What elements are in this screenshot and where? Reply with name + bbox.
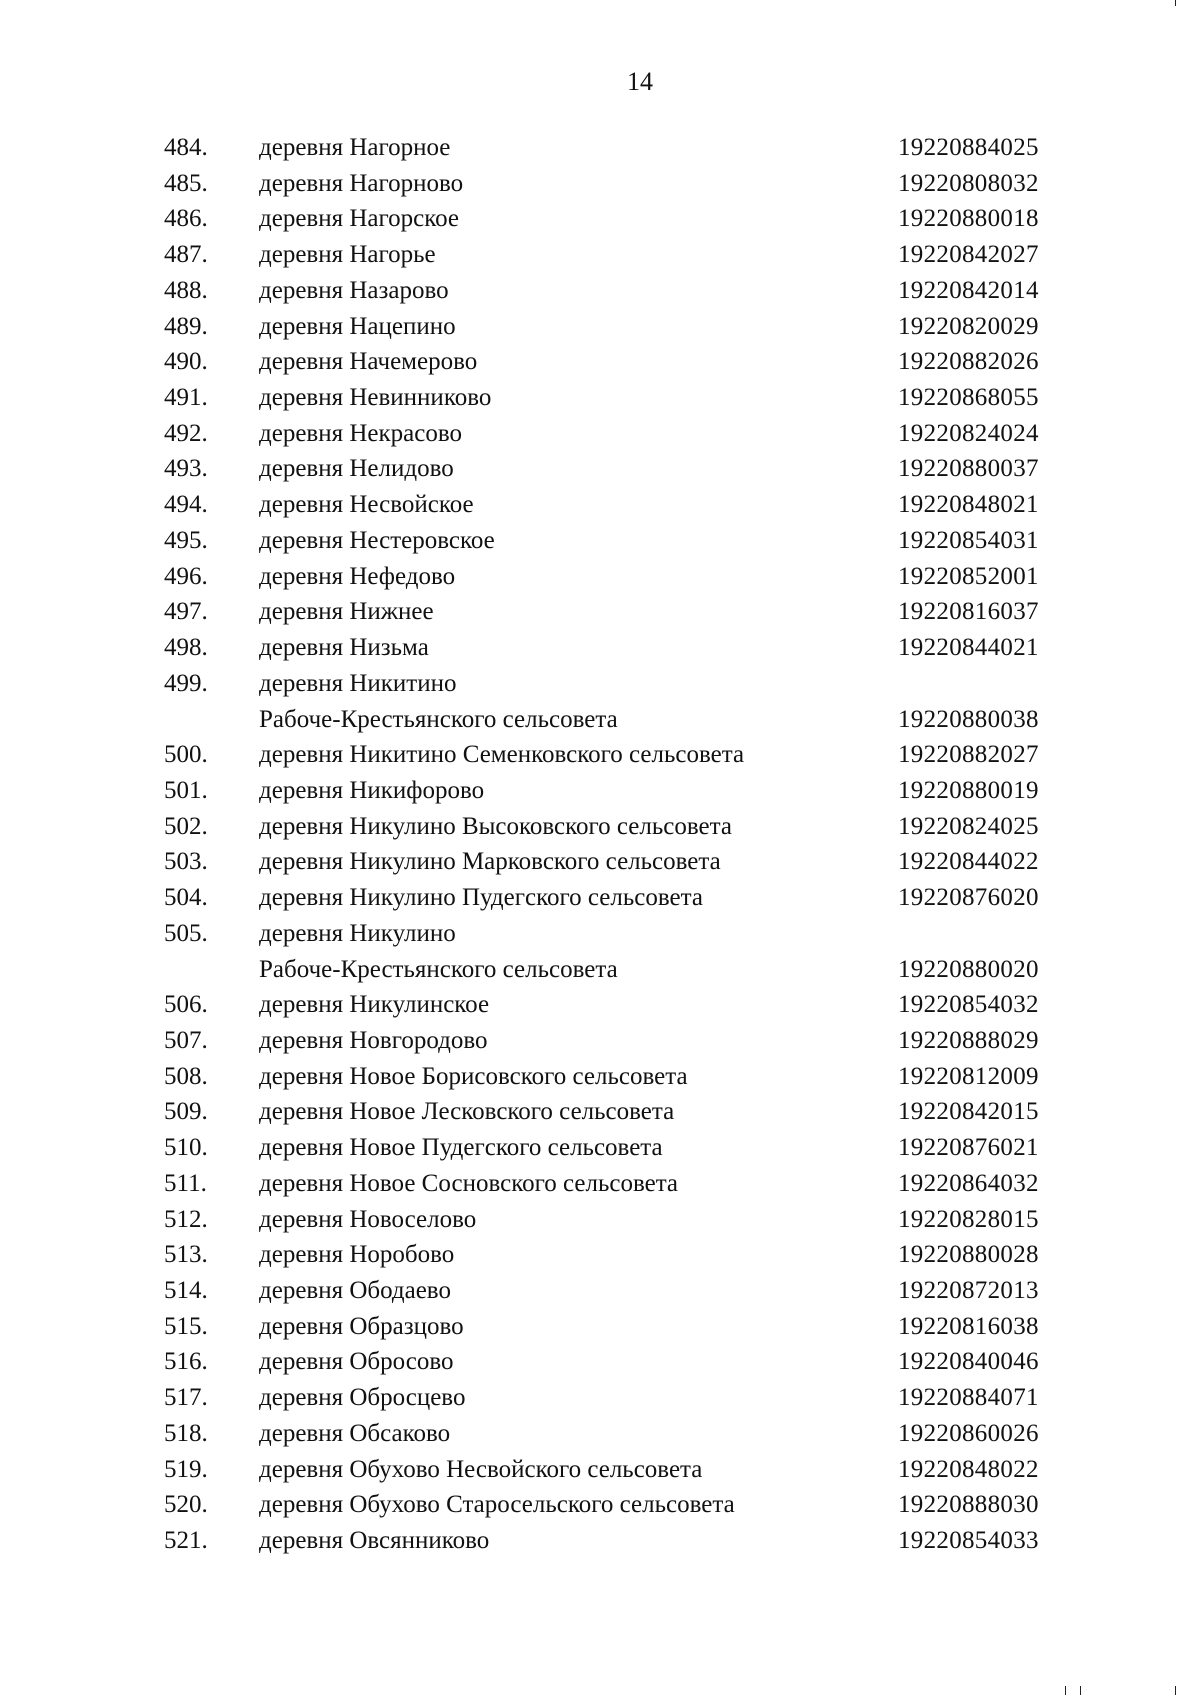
row-number: 516.: [164, 1348, 208, 1376]
settlement-name-line: деревня Нагорново: [259, 169, 464, 197]
settlement-name: [259, 916, 879, 987]
table-row: [0, 987, 1200, 1023]
settlement-name: [259, 309, 879, 345]
oktmo-code: 19220808032: [898, 169, 1039, 197]
oktmo-code: 19220820029: [898, 312, 1039, 340]
table-row: [0, 380, 1200, 416]
settlement-name: [259, 1487, 879, 1523]
table-row: [0, 166, 1200, 202]
settlement-name: [259, 666, 879, 737]
page-number: 14: [627, 67, 653, 96]
oktmo-code: 19220842014: [898, 276, 1039, 304]
table-row: [0, 451, 1200, 487]
scan-mark-bottom-right-3: [1175, 1686, 1176, 1695]
settlement-name-line: деревня Обсаково: [259, 1419, 451, 1447]
table-row: [0, 1166, 1200, 1202]
table-row: [0, 487, 1200, 523]
table-row: [0, 1094, 1200, 1130]
oktmo-code: 19220824024: [898, 419, 1039, 447]
row-number: 497.: [164, 598, 208, 626]
table-row: [0, 237, 1200, 273]
scan-mark-top-right: [1175, 0, 1176, 6]
settlement-name: [259, 844, 879, 880]
row-number: 490.: [164, 348, 208, 376]
table-row: [0, 1344, 1200, 1380]
table-row: [0, 416, 1200, 452]
row-number: 519.: [164, 1455, 208, 1483]
settlement-name-line: деревня Обросово: [259, 1348, 454, 1376]
row-number: 499.: [164, 669, 208, 697]
settlement-name: [259, 523, 879, 559]
table-row: [0, 523, 1200, 559]
oktmo-code: 19220848021: [898, 491, 1039, 519]
table-row: [0, 130, 1200, 166]
oktmo-code: 19220880038: [898, 705, 1039, 733]
row-number: 518.: [164, 1419, 208, 1447]
oktmo-code: 19220842015: [898, 1098, 1039, 1126]
oktmo-code: 19220882027: [898, 741, 1039, 769]
oktmo-code: 19220852001: [898, 562, 1039, 590]
settlement-name: [259, 1523, 879, 1559]
settlement-name-line: деревня Нагорное: [259, 134, 451, 161]
row-number: 506.: [164, 991, 208, 1019]
settlement-name-line: деревня Назарово: [259, 276, 449, 304]
oktmo-code: 19220828015: [898, 1205, 1039, 1233]
row-number: 513.: [164, 1241, 208, 1269]
settlement-name-line: деревня Норобово: [259, 1241, 455, 1269]
settlement-name-line: деревня Нацепино: [259, 312, 456, 340]
table-row: [0, 773, 1200, 809]
row-number: 504.: [164, 884, 208, 912]
settlement-name-line: деревня Никулино Пудегского сельсовета: [259, 884, 703, 912]
oktmo-code: 19220876021: [898, 1134, 1039, 1162]
row-number: 488.: [164, 276, 208, 304]
row-number: 510.: [164, 1134, 208, 1162]
table-row: [0, 737, 1200, 773]
table-row: [0, 880, 1200, 916]
oktmo-code: 19220864032: [898, 1169, 1039, 1197]
table-row: [0, 344, 1200, 380]
row-number: 492.: [164, 419, 208, 447]
oktmo-code: 19220882026: [898, 348, 1039, 376]
settlement-name: [259, 1452, 879, 1488]
settlement-name-line: деревня Новое Пудегского сельсовета: [259, 1134, 663, 1162]
settlement-name: [259, 1059, 879, 1095]
settlement-name: [259, 1202, 879, 1238]
settlement-name-line: деревня Низьма: [259, 634, 429, 662]
oktmo-code: 19220854032: [898, 991, 1039, 1019]
table-row: [0, 1202, 1200, 1238]
oktmo-code: 19220848022: [898, 1455, 1039, 1483]
row-number: 495.: [164, 526, 208, 554]
oktmo-code: 19220812009: [898, 1062, 1039, 1090]
table-row: [0, 666, 1200, 737]
row-number: 507.: [164, 1026, 208, 1054]
settlement-name-line: деревня Обросцево: [259, 1384, 466, 1412]
table-row: [0, 273, 1200, 309]
settlement-name-line: деревня Обухово Несвойского сельсовета: [259, 1455, 703, 1483]
table-row: [0, 1523, 1200, 1559]
row-number: 496.: [164, 562, 208, 590]
row-number: 517.: [164, 1384, 208, 1412]
table-row: [0, 844, 1200, 880]
row-number: 511.: [164, 1169, 207, 1197]
oktmo-code: 19220880019: [898, 776, 1039, 804]
row-number: 514.: [164, 1277, 208, 1304]
settlement-name: [259, 987, 879, 1023]
table-row: [0, 1059, 1200, 1095]
settlement-name: [259, 880, 879, 916]
oktmo-code: 19220842027: [898, 241, 1039, 269]
settlement-name-line: деревня Никулино Высоковского сельсовета: [259, 812, 732, 840]
settlement-name-line: деревня Новое Сосновского сельсовета: [259, 1169, 679, 1197]
oktmo-code: 19220816037: [898, 598, 1039, 626]
settlement-name: [259, 1237, 879, 1273]
settlement-name: [259, 1309, 879, 1345]
oktmo-code: 19220880018: [898, 205, 1039, 233]
settlement-name: [259, 487, 879, 523]
settlement-name-line: деревня Нестеровское: [259, 526, 495, 554]
row-number: 484.: [164, 134, 208, 161]
settlement-name: [259, 1273, 879, 1309]
row-number: 509.: [164, 1098, 208, 1126]
oktmo-code: 19220868055: [898, 384, 1039, 412]
row-number: 491.: [164, 384, 208, 412]
settlement-name: [259, 416, 879, 452]
settlement-name: [259, 344, 879, 380]
table-row: [0, 630, 1200, 666]
row-number: 521.: [164, 1527, 208, 1555]
row-number: 494.: [164, 491, 208, 519]
settlement-name: [259, 1130, 879, 1166]
oktmo-code: 19220880037: [898, 455, 1039, 483]
settlement-name: [259, 630, 879, 666]
settlement-name-line: деревня Образцово: [259, 1312, 464, 1340]
settlement-name: [259, 809, 879, 845]
table-row: [0, 1130, 1200, 1166]
table-row: [0, 559, 1200, 595]
settlement-name: [259, 130, 879, 166]
settlement-name: [259, 1023, 879, 1059]
row-number: 498.: [164, 634, 208, 662]
oktmo-code: 19220844021: [898, 634, 1039, 662]
settlement-name-line: деревня Никулино: [259, 919, 456, 947]
settlement-name-line: деревня Нагорье: [259, 241, 436, 269]
settlement-name-line: деревня Никитино: [259, 669, 457, 697]
table-row: [0, 1273, 1200, 1309]
settlement-name: [259, 773, 879, 809]
settlement-name-line: деревня Овсянниково: [259, 1527, 490, 1555]
settlement-name: [259, 559, 879, 595]
row-number: 486.: [164, 205, 208, 233]
settlement-name: [259, 273, 879, 309]
row-number: 489.: [164, 312, 208, 340]
oktmo-code: 19220880028: [898, 1241, 1039, 1269]
table-row: [0, 1416, 1200, 1452]
table-row: [0, 1380, 1200, 1416]
oktmo-code: 19220854033: [898, 1527, 1039, 1555]
oktmo-code: 19220884071: [898, 1384, 1039, 1412]
settlement-name: [259, 237, 879, 273]
settlement-name: [259, 1094, 879, 1130]
settlement-name: [259, 201, 879, 237]
settlement-list: [0, 130, 1200, 1559]
settlement-name-line: деревня Никитино Семенковского сельсовета: [259, 741, 745, 769]
oktmo-code: 19220854031: [898, 526, 1039, 554]
oktmo-code: 19220884025: [898, 134, 1039, 161]
row-number: 512.: [164, 1205, 208, 1233]
table-row: [0, 1487, 1200, 1523]
row-number: 505.: [164, 919, 208, 947]
settlement-name-line: деревня Новое Борисовского сельсовета: [259, 1062, 688, 1090]
settlement-name-line: деревня Обухово Старосельского сельсовета: [259, 1491, 735, 1519]
settlement-name-line: деревня Несвойское: [259, 491, 474, 519]
settlement-name: [259, 737, 879, 773]
scan-mark-bottom-right-1: [1065, 1686, 1066, 1695]
settlement-name: [259, 1416, 879, 1452]
oktmo-code: 19220876020: [898, 884, 1039, 912]
row-number: 508.: [164, 1062, 208, 1090]
settlement-name: [259, 594, 879, 630]
oktmo-code: 19220840046: [898, 1348, 1039, 1376]
settlement-name-line: деревня Нелидово: [259, 455, 454, 483]
row-number: 520.: [164, 1491, 208, 1519]
settlement-name-line: деревня Никифорово: [259, 776, 485, 804]
table-row: [0, 1023, 1200, 1059]
table-row: [0, 201, 1200, 237]
table-row: [0, 594, 1200, 630]
oktmo-code: 19220872013: [898, 1277, 1039, 1304]
settlement-name-line: деревня Новоселово: [259, 1205, 477, 1233]
settlement-name-line: деревня Невинниково: [259, 384, 492, 412]
settlement-name-line: деревня Нагорское: [259, 205, 459, 233]
settlement-name: [259, 1344, 879, 1380]
oktmo-code: 19220816038: [898, 1312, 1039, 1340]
table-row: [0, 916, 1200, 987]
table-row: [0, 1452, 1200, 1488]
scan-mark-bottom-right-2: [1080, 1686, 1081, 1695]
settlement-name-line: Рабоче-Крестьянского сельсовета: [259, 705, 618, 733]
row-number: 502.: [164, 812, 208, 840]
settlement-name-line: деревня Начемерово: [259, 348, 478, 376]
row-number: 515.: [164, 1312, 208, 1340]
settlement-name-line: деревня Некрасово: [259, 419, 462, 447]
oktmo-code: 19220880020: [898, 955, 1039, 983]
table-row: [0, 809, 1200, 845]
oktmo-code: 19220824025: [898, 812, 1039, 840]
settlement-name-line: деревня Никулино Марковского сельсовета: [259, 848, 721, 876]
settlement-name-line: деревня Нефедово: [259, 562, 456, 590]
row-number: 485.: [164, 169, 208, 197]
oktmo-code: 19220888030: [898, 1491, 1039, 1519]
row-number: 487.: [164, 241, 208, 269]
table-row: [0, 1237, 1200, 1273]
row-number: 493.: [164, 455, 208, 483]
settlement-name: [259, 1380, 879, 1416]
settlement-name-line: деревня Новгородово: [259, 1026, 488, 1054]
settlement-name-line: деревня Нижнее: [259, 598, 434, 626]
table-row: [0, 1309, 1200, 1345]
settlement-name: [259, 380, 879, 416]
oktmo-code: 19220844022: [898, 848, 1039, 876]
row-number: 503.: [164, 848, 208, 876]
row-number: 500.: [164, 741, 208, 769]
settlement-name-line: Рабоче-Крестьянского сельсовета: [259, 955, 618, 983]
settlement-name: [259, 166, 879, 202]
oktmo-code: 19220888029: [898, 1026, 1039, 1054]
settlement-name: [259, 1166, 879, 1202]
table-row: [0, 309, 1200, 345]
settlement-name-line: деревня Никулинское: [259, 991, 490, 1019]
oktmo-code: 19220860026: [898, 1419, 1039, 1447]
settlement-name-line: деревня Новое Лесковского сельсовета: [259, 1098, 675, 1126]
settlement-name-line: деревня Ободаево: [259, 1277, 451, 1304]
row-number: 501.: [164, 776, 208, 804]
settlement-name: [259, 451, 879, 487]
